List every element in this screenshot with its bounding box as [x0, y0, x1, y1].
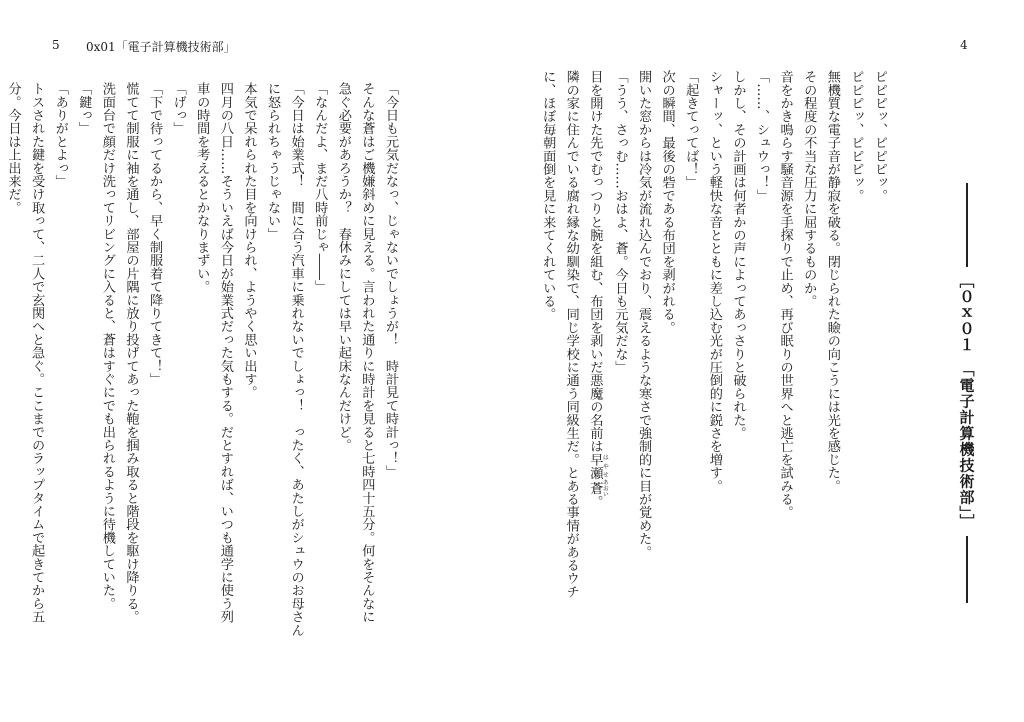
text-line: 車の時間を考えるとかなりまずい。: [194, 82, 210, 294]
right-page-body: [536, 70, 891, 630]
text-line: しかし、その計画は何者かの声によってあっさりと破られた。: [730, 70, 746, 440]
ruby-aoi: [587, 479, 609, 498]
text-line: 急ぐ必要があろうか？ 春休みにしては早い起床なんだけど。: [335, 82, 351, 452]
text-line: 慌てて制服に袖を通し、部屋の片隅に放り投げてあった鞄を掴み取ると階段を駆け降りる。: [123, 82, 139, 624]
ruby-reading: はやせ: [601, 452, 609, 480]
text-line: 四月の八日……そういえば今日が始業式だった気もする。だとすれば、いつも通学に使う列: [217, 82, 233, 624]
chapter-rule-top: [966, 183, 968, 267]
right-page-number: 4: [960, 38, 968, 52]
text-line: 「今日も元気だなっ、じゃないでしょうが！ 時計見て時計っ！」: [383, 82, 398, 478]
text-line: 無機質な電子音が静寂を破る。閉じられた瞼の向こうには光を感じた。: [824, 70, 840, 493]
text-line: 「うう、さっむ……おはよ、蒼。今日も元気だな」: [612, 70, 628, 374]
chapter-title: ［０ｘ０１ 「電子計算機技術部」］: [957, 273, 976, 530]
text-line: 開いた窓からは冷気が流れ込んでおり、震えるような寒さで強制的に目が覚めた。: [636, 70, 652, 559]
text-line: ピピピッ、ピピピッ。: [872, 70, 887, 202]
text-line: 分。今日は上出来だ。: [5, 82, 21, 214]
text-line: 「起きてってば！」: [683, 70, 699, 189]
text-line: 本気で呆れられた目を向けられ、ようやく思い出す。: [241, 82, 257, 399]
ruby-line-before: 目を開けた先でむっつりと腕を組む、布団を剥いだ悪魔の名前は: [587, 70, 603, 453]
left-page-body: [1, 82, 402, 692]
text-line: シャーッ、という軽快な音とともに差し込む光が圧倒的に鋭さを増す。: [706, 70, 722, 493]
text-line: 「なんだよ、まだ八時前じゃ――」: [312, 82, 328, 294]
running-head: 0x01「電子計算機技術部」: [86, 40, 236, 54]
text-line: 「……、シュウっ！」: [754, 70, 770, 202]
text-line: に、ほぼ毎朝面倒を見に来てくれている。: [540, 70, 556, 321]
ruby-reading: あおい: [601, 479, 609, 498]
ruby-line-after: 。: [587, 494, 603, 509]
text-line: 「げっ」: [170, 82, 186, 135]
ruby-hayase: [587, 452, 609, 480]
text-line-with-ruby: [583, 70, 608, 630]
chapter-heading: [955, 183, 979, 603]
ruby-base: 蒼: [587, 479, 603, 498]
text-line: ピピピッ、ピピピッ。: [848, 70, 864, 202]
text-line: 「鍵っ」: [76, 82, 92, 135]
text-line: トスされた鍵を受け取って、二人で玄関へと急ぐ。ここまでのラップタイムで起きてから五: [29, 82, 45, 624]
text-line: 「下で待ってるから、早く制服着て降りてきて！」: [147, 82, 163, 386]
text-line: 「今日は始業式！ 間に合う汽車に乗れないでしょっ！ ったく、あたしがシュウのお母さん: [288, 82, 304, 637]
chapter-rule-bottom: [966, 536, 968, 603]
text-line: 次の瞬間、最後の砦である布団を剥がれる。: [659, 70, 675, 334]
text-line: そんな蒼はご機嫌斜めに見える。言われた通りに時計を見ると七時四十五分。何をそんなに: [359, 82, 375, 624]
text-line: 隣の家に住んでいる腐れ縁な幼馴染で、同じ学校に通う同級生だ。とある事情があるウチ: [563, 70, 579, 598]
text-line: 「ありがとよっ」: [52, 82, 68, 188]
left-page-number: 5: [52, 38, 60, 52]
text-line: その程度の不当な圧力に屈するものか。: [801, 70, 817, 308]
text-line: 洗面台で顔だけ洗ってリビングに入ると、蒼はすぐにでも出られるように待機していた。: [99, 82, 115, 610]
text-line: に怒られちゃうじゃない」: [265, 82, 281, 241]
ruby-base: 早瀬: [587, 452, 603, 480]
text-line: 音をかき鳴らす騒音源を手探りで止め、再び眠りの世界へと逃亡を試みる。: [777, 70, 793, 519]
